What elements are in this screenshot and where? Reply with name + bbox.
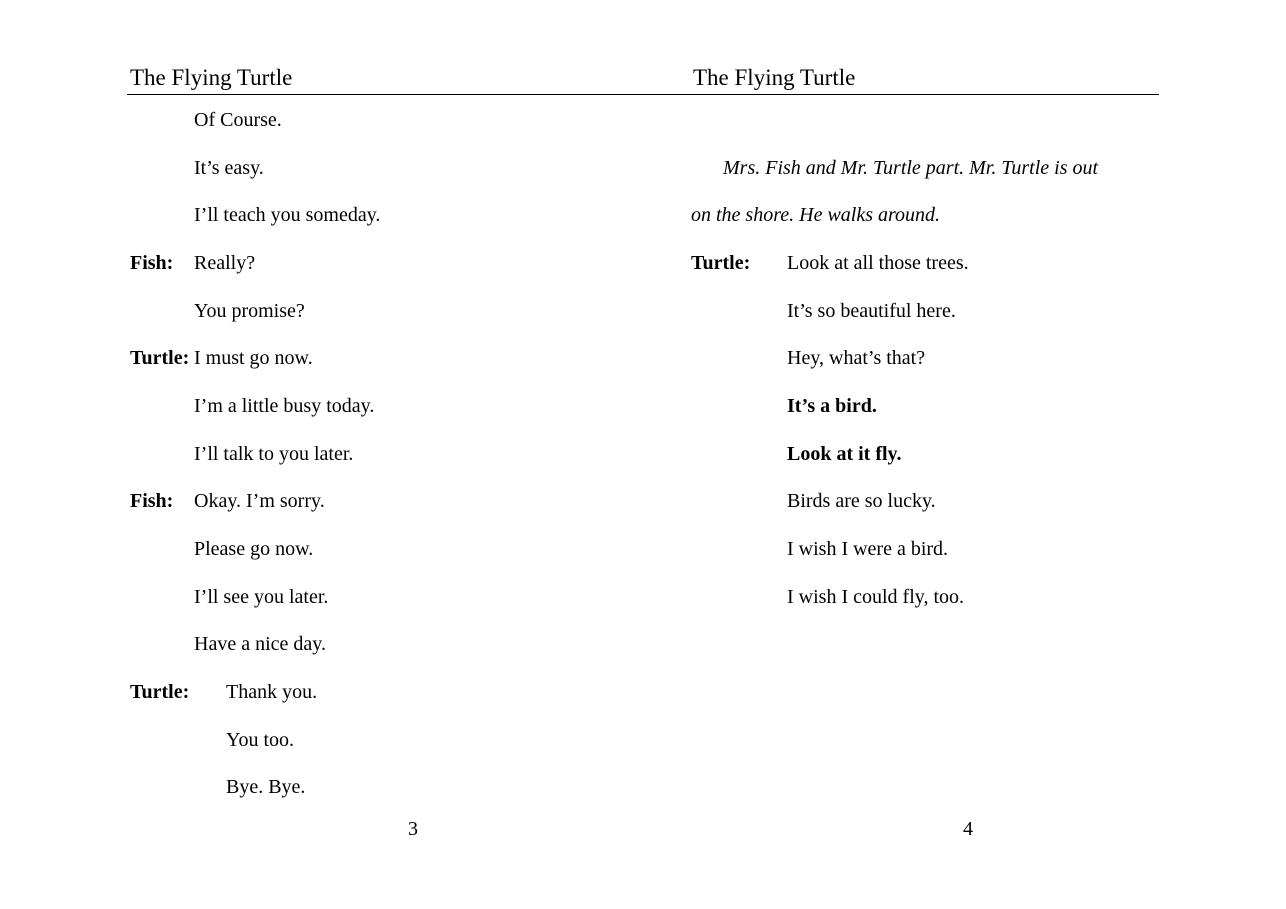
dialogue-line: I’ll see you later. xyxy=(194,586,329,608)
dialogue-line: Hey, what’s that? xyxy=(787,347,926,369)
dialogue-line: I’m a little busy today. xyxy=(194,395,375,417)
dialogue-line: I’ll teach you someday. xyxy=(194,204,381,226)
stage-direction: Mrs. Fish and Mr. Turtle part. Mr. Turtle is out xyxy=(723,157,1099,179)
speaker-label: Fish: xyxy=(130,490,174,512)
dialogue-line: Really? xyxy=(194,252,256,274)
dialogue-line: You promise? xyxy=(194,300,305,322)
dialogue-line: It’s easy. xyxy=(194,157,264,179)
stage-direction: on the shore. He walks around. xyxy=(691,204,941,226)
page-number: 3 xyxy=(408,818,418,840)
dialogue-line: I wish I could fly, too. xyxy=(787,586,965,608)
dialogue-line-emphasis: It’s a bird. xyxy=(787,395,877,417)
page-number: 4 xyxy=(963,818,973,840)
dialogue-line: Okay. I’m sorry. xyxy=(194,490,325,512)
dialogue-line: Please go now. xyxy=(194,538,314,560)
dialogue-line: Look at all those trees. xyxy=(787,252,969,274)
speaker-label: Turtle: xyxy=(691,252,751,274)
header-rule xyxy=(127,94,1159,95)
dialogue-line: I’ll talk to you later. xyxy=(194,443,354,465)
right-page-header: The Flying Turtle xyxy=(693,65,856,90)
speaker-label: Turtle: xyxy=(130,681,190,703)
speaker-label: Turtle: xyxy=(130,347,190,369)
dialogue-line: Bye. Bye. xyxy=(226,776,306,798)
left-page-header: The Flying Turtle xyxy=(130,65,293,90)
dialogue-line: I must go now. xyxy=(194,347,313,369)
dialogue-line: Of Course. xyxy=(194,109,282,131)
dialogue-line: Thank you. xyxy=(226,681,318,703)
dialogue-line: You too. xyxy=(226,729,294,751)
dialogue-line: It’s so beautiful here. xyxy=(787,300,956,322)
dialogue-line: Have a nice day. xyxy=(194,633,326,655)
speaker-label: Fish: xyxy=(130,252,174,274)
dialogue-line-emphasis: Look at it fly. xyxy=(787,443,902,465)
dialogue-line: I wish I were a bird. xyxy=(787,538,949,560)
dialogue-line: Birds are so lucky. xyxy=(787,490,936,512)
